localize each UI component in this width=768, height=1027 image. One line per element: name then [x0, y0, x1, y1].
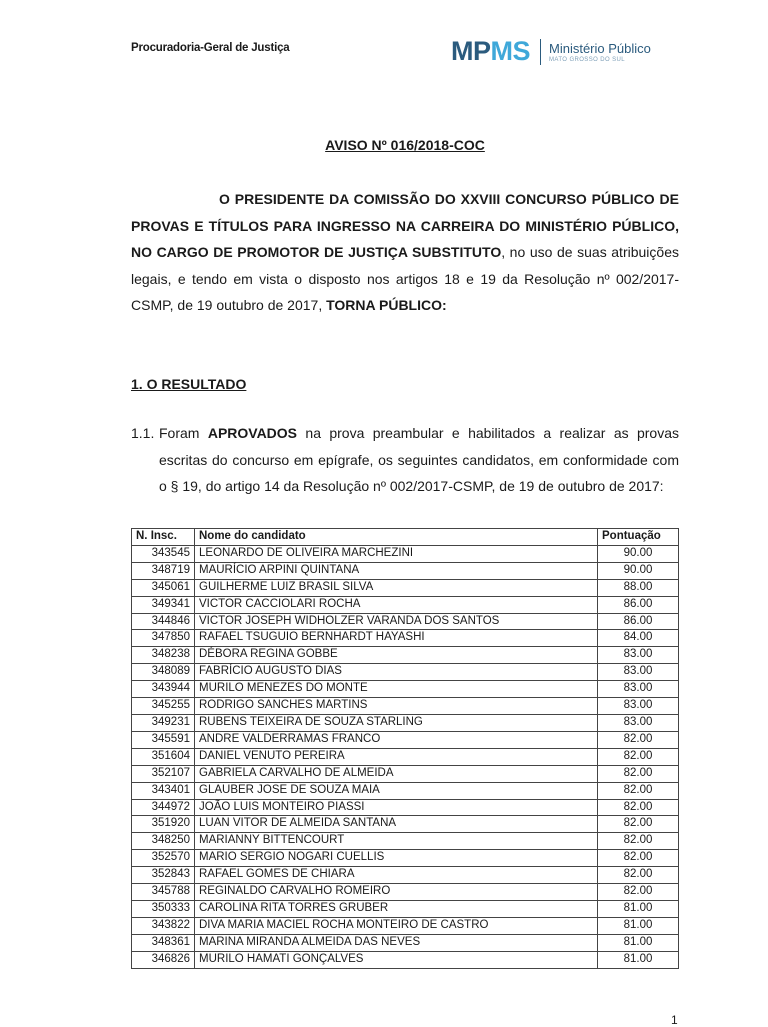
cell-score: 81.00 [598, 900, 679, 917]
table-row [132, 698, 679, 715]
cell-score: 82.00 [598, 884, 679, 901]
cell-inscription: 345255 [132, 698, 195, 715]
column-header-inscription: N. Insc. [132, 529, 195, 546]
cell-candidate-name: RAFAEL GOMES DE CHIARA [195, 867, 598, 884]
table-row [132, 900, 679, 917]
cell-inscription: 347850 [132, 630, 195, 647]
table-row [132, 681, 679, 698]
table-row [132, 731, 679, 748]
cell-candidate-name: LEONARDO DE OLIVEIRA MARCHEZINI [195, 545, 598, 562]
item-1-1 [131, 420, 679, 500]
cell-score: 81.00 [598, 951, 679, 968]
cell-score: 82.00 [598, 748, 679, 765]
cell-inscription: 344846 [132, 613, 195, 630]
table-row [132, 934, 679, 951]
cell-candidate-name: RAFAEL TSUGUIO BERNHARDT HAYASHI [195, 630, 598, 647]
item-body [159, 420, 679, 500]
table-header-row [132, 529, 679, 546]
table-row [132, 647, 679, 664]
cell-score: 86.00 [598, 613, 679, 630]
table-row [132, 579, 679, 596]
logo-ms-text: MS [490, 36, 530, 66]
table-row [132, 884, 679, 901]
cell-inscription: 352843 [132, 867, 195, 884]
logo-line-1: Ministério Público [549, 40, 651, 56]
cell-score: 83.00 [598, 664, 679, 681]
cell-candidate-name: MARIO SERGIO NOGARI CUELLIS [195, 850, 598, 867]
cell-score: 82.00 [598, 765, 679, 782]
table-row [132, 630, 679, 647]
table-row [132, 714, 679, 731]
table-row [132, 782, 679, 799]
cell-score: 82.00 [598, 731, 679, 748]
cell-inscription: 348719 [132, 562, 195, 579]
intro-closing-text: TORNA PÚBLICO: [326, 297, 447, 314]
logo-line-2: MATO GROSSO DO SUL [549, 56, 625, 63]
cell-candidate-name: DÉBORA REGINA GOBBE [195, 647, 598, 664]
cell-score: 81.00 [598, 934, 679, 951]
cell-score: 82.00 [598, 816, 679, 833]
item-bold-text: APROVADOS [207, 425, 298, 441]
cell-score: 83.00 [598, 647, 679, 664]
cell-inscription: 348089 [132, 664, 195, 681]
logo-divider [540, 39, 541, 65]
cell-inscription: 351920 [132, 816, 195, 833]
intro-bold-text: O PRESIDENTE DA COMISSÃO DO XXVIII CONCURSO PÚBLICO DE PROVAS E TÍTULOS PARA INGRESSO NA CARREIRA DO MINISTÉRIO PÚBLICO, NO CARGO DE PROMOTOR DE JUSTIÇA SUBSTITUTO [131, 191, 679, 261]
cell-score: 86.00 [598, 596, 679, 613]
cell-candidate-name: RUBENS TEIXEIRA DE SOUZA STARLING [195, 714, 598, 731]
intro-regular-text: , no uso de suas atribuições legais, e tendo em vista o disposto nos artigos 18 e 19 da Resolução nº 002/2017-CSMP, de 19 outubro de 2017, [131, 244, 679, 314]
cell-score: 84.00 [598, 630, 679, 647]
cell-inscription: 345061 [132, 579, 195, 596]
page-number: 1 [671, 1013, 678, 1027]
table-row [132, 545, 679, 562]
cell-score: 83.00 [598, 714, 679, 731]
table-row [132, 765, 679, 782]
item-pre-text: Foram [159, 425, 208, 441]
logo-mp-text: MP [451, 36, 491, 66]
cell-score: 82.00 [598, 867, 679, 884]
cell-inscription: 348238 [132, 647, 195, 664]
table-row [132, 816, 679, 833]
cell-inscription: 349231 [132, 714, 195, 731]
cell-inscription: 352107 [132, 765, 195, 782]
cell-candidate-name: GABRIELA CARVALHO DE ALMEIDA [195, 765, 598, 782]
cell-candidate-name: FABRÍCIO AUGUSTO DIAS [195, 664, 598, 681]
table-row [132, 917, 679, 934]
item-post-text: na prova preambular e habilitados a realizar as provas escritas do concurso em epígrafe, os seguintes candidatos, em conformidade com o § 19, do artigo 14 da Resolução nº 002/2017-CSMP, de 19 de outubro de 2017: [159, 425, 679, 494]
cell-candidate-name: REGINALDO CARVALHO ROMEIRO [195, 884, 598, 901]
cell-score: 82.00 [598, 833, 679, 850]
cell-candidate-name: ANDRE VALDERRAMAS FRANCO [195, 731, 598, 748]
cell-inscription: 344972 [132, 799, 195, 816]
cell-candidate-name: GLAUBER JOSE DE SOUZA MAIA [195, 782, 598, 799]
logo-text-block [549, 41, 651, 63]
cell-candidate-name: VICTOR CACCIOLARI ROCHA [195, 596, 598, 613]
cell-candidate-name: GUILHERME LUIZ BRASIL SILVA [195, 579, 598, 596]
cell-candidate-name: CAROLINA RITA TORRES GRUBER [195, 900, 598, 917]
cell-inscription: 350333 [132, 900, 195, 917]
cell-inscription: 343822 [132, 917, 195, 934]
table-row [132, 562, 679, 579]
cell-score: 82.00 [598, 799, 679, 816]
cell-candidate-name: JOÃO LUIS MONTEIRO PIASSI [195, 799, 598, 816]
column-header-score: Pontuação [598, 529, 679, 546]
cell-score: 82.00 [598, 850, 679, 867]
table-row [132, 748, 679, 765]
cell-inscription: 343944 [132, 681, 195, 698]
results-table [131, 528, 679, 969]
cell-candidate-name: MURILO MENEZES DO MONTE [195, 681, 598, 698]
table-row [132, 867, 679, 884]
cell-inscription: 352570 [132, 850, 195, 867]
cell-candidate-name: MARINA MIRANDA ALMEIDA DAS NEVES [195, 934, 598, 951]
cell-inscription: 349341 [132, 596, 195, 613]
section-title: 1. O RESULTADO [131, 376, 247, 392]
cell-candidate-name: VICTOR JOSEPH WIDHOLZER VARANDA DOS SANTOS [195, 613, 598, 630]
cell-score: 82.00 [598, 782, 679, 799]
table-row [132, 799, 679, 816]
cell-score: 83.00 [598, 698, 679, 715]
item-number: 1.1. [131, 425, 155, 441]
cell-score: 90.00 [598, 562, 679, 579]
notice-title: AVISO Nº 016/2018-COC [325, 137, 485, 153]
cell-inscription: 346826 [132, 951, 195, 968]
cell-inscription: 348361 [132, 934, 195, 951]
cell-inscription: 345788 [132, 884, 195, 901]
column-header-name: Nome do candidato [195, 529, 598, 546]
cell-score: 90.00 [598, 545, 679, 562]
cell-candidate-name: LUAN VITOR DE ALMEIDA SANTANA [195, 816, 598, 833]
cell-inscription: 345591 [132, 731, 195, 748]
header-org-name: Procuradoria-Geral de Justiça [131, 42, 290, 54]
cell-inscription: 343401 [132, 782, 195, 799]
cell-score: 83.00 [598, 681, 679, 698]
cell-candidate-name: DIVA MARIA MACIEL ROCHA MONTEIRO DE CASTRO [195, 917, 598, 934]
cell-candidate-name: MARIANNY BITTENCOURT [195, 833, 598, 850]
table-row [132, 833, 679, 850]
table-row [132, 596, 679, 613]
table-row [132, 951, 679, 968]
cell-score: 88.00 [598, 579, 679, 596]
table-row [132, 664, 679, 681]
intro-paragraph [131, 186, 679, 319]
cell-inscription: 351604 [132, 748, 195, 765]
table-row [132, 850, 679, 867]
cell-candidate-name: RODRIGO SANCHES MARTINS [195, 698, 598, 715]
cell-inscription: 348250 [132, 833, 195, 850]
cell-score: 81.00 [598, 917, 679, 934]
cell-candidate-name: MURILO HAMATI GONÇALVES [195, 951, 598, 968]
table-body [132, 545, 679, 968]
cell-inscription: 343545 [132, 545, 195, 562]
cell-candidate-name: DANIEL VENUTO PEREIRA [195, 748, 598, 765]
mpms-logo [451, 36, 651, 67]
table-row [132, 613, 679, 630]
cell-candidate-name: MAURÍCIO ARPINI QUINTANA [195, 562, 598, 579]
